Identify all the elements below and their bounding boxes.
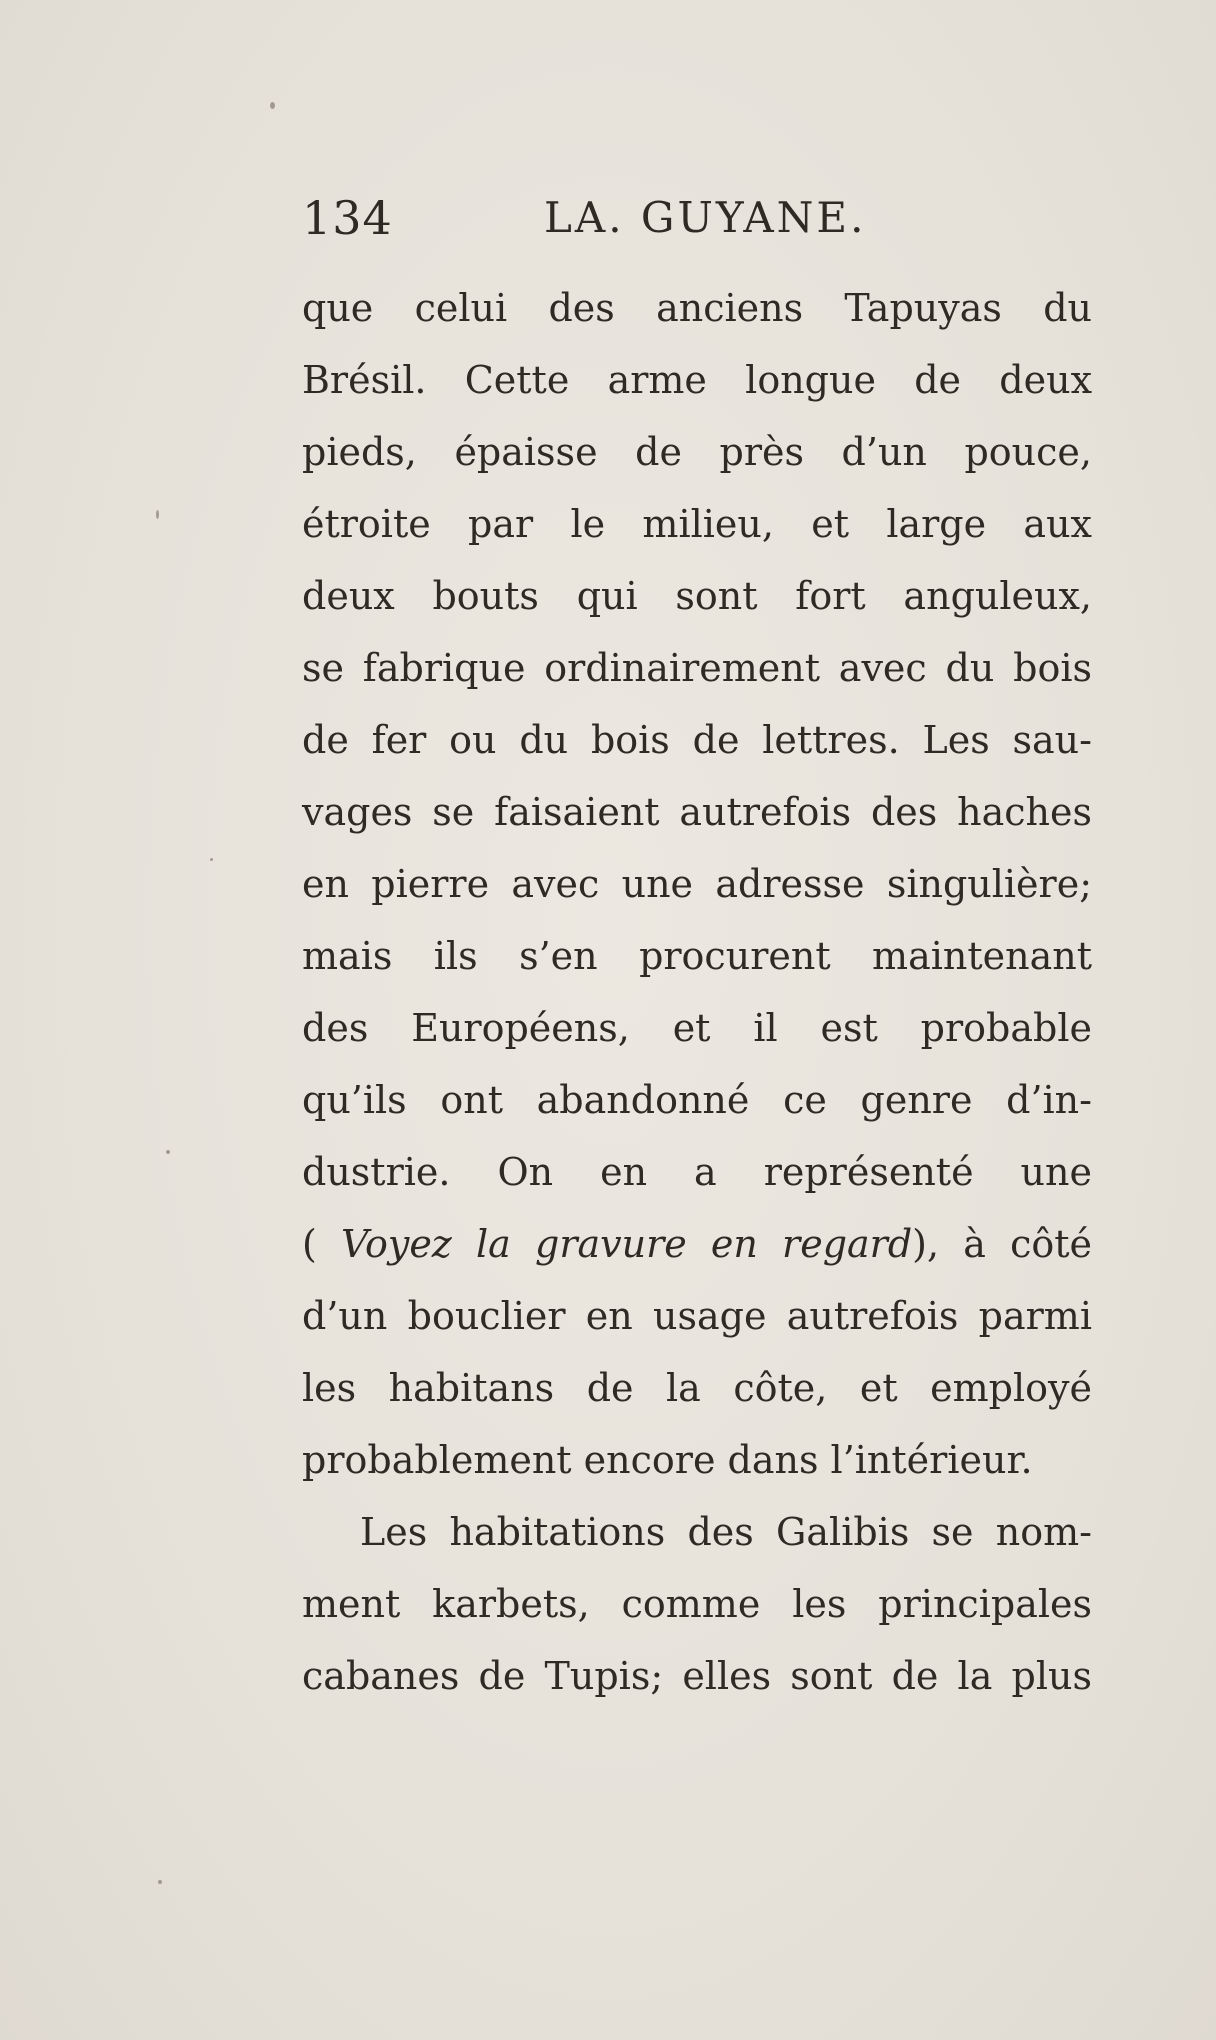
text-line: Brésil. Cette arme longue de deux — [302, 358, 1092, 402]
paper-speck — [158, 1880, 162, 1884]
text-fragment: ( — [302, 1222, 342, 1266]
italic-reference: Voyez la gravure en regard — [341, 1222, 913, 1266]
paper-speck — [270, 102, 275, 109]
running-head: LA. GUYANE. — [544, 193, 867, 242]
text-line: les habitans de la côte, et employé — [302, 1366, 1092, 1410]
text-line: cabanes de Tupis; elles sont de la plus — [302, 1654, 1092, 1698]
page-header — [302, 188, 1122, 248]
text-line: que celui des anciens Tapuyas du — [302, 286, 1092, 330]
text-line: de fer ou du bois de lettres. Les sau- — [302, 718, 1092, 762]
text-line: qu’ils ont abandonné ce genre d’in- — [302, 1078, 1092, 1122]
text-line: se fabrique ordinairement avec du bois — [302, 646, 1092, 690]
text-line: vages se faisaient autrefois des haches — [302, 790, 1092, 834]
text-line: pieds, épaisse de près d’un pouce, — [302, 430, 1092, 474]
text-line: Les habitations des Galibis se nom- — [360, 1510, 1092, 1554]
text-line: en pierre avec une adresse singulière; — [302, 862, 1092, 906]
text-line: étroite par le milieu, et large aux — [302, 502, 1092, 546]
text-line: ment karbets, comme les principales — [302, 1582, 1092, 1626]
text-line: deux bouts qui sont fort anguleux, — [302, 574, 1092, 618]
page-number: 134 — [302, 191, 393, 245]
paper-speck — [166, 1150, 170, 1154]
text-line: dustrie. On en a représenté une — [302, 1150, 1092, 1194]
body-text — [302, 272, 1092, 1712]
text-line-with-italic — [302, 1208, 1092, 1280]
text-line: probablement encore dans l’intérieur. — [302, 1438, 1033, 1482]
text-fragment: ), à côté — [912, 1222, 1093, 1266]
paper-speck — [156, 510, 159, 519]
paper-speck — [210, 858, 213, 861]
text-line: d’un bouclier en usage autrefois parmi — [302, 1294, 1092, 1338]
text-line: des Européens, et il est probable — [302, 1006, 1092, 1050]
text-line: mais ils s’en procurent maintenant — [302, 934, 1092, 978]
